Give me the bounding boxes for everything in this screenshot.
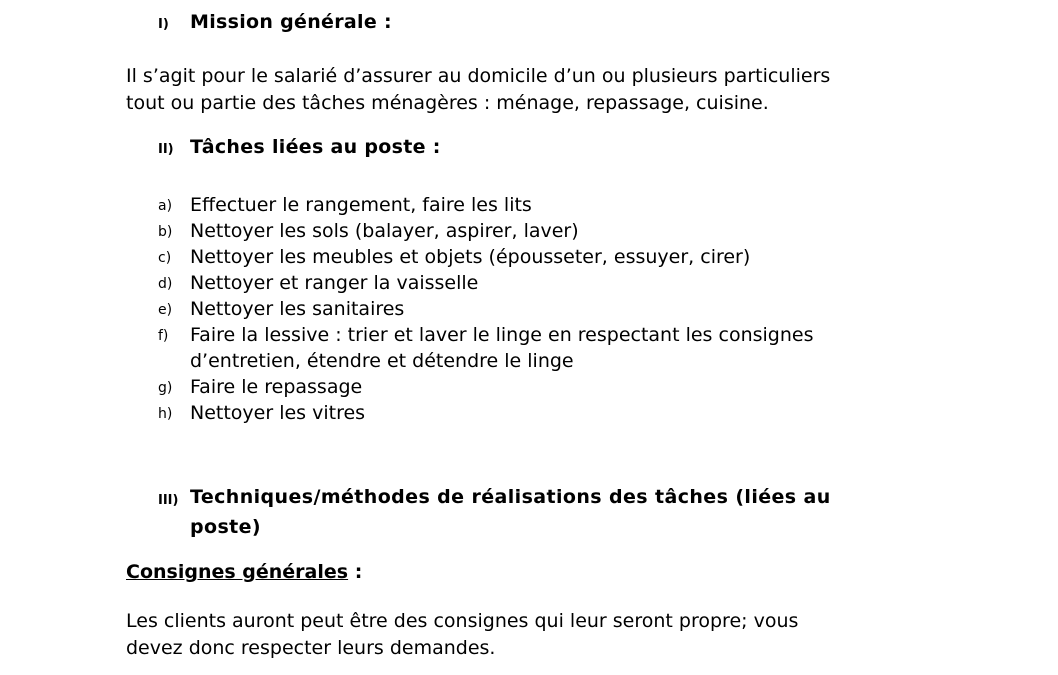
list-item (158, 192, 910, 218)
list-item (158, 374, 910, 400)
list-item-text: Nettoyer les sols (balayer, aspirer, laver) (190, 220, 579, 242)
list-item-text: Nettoyer et ranger la vaisselle (190, 272, 479, 294)
list-item-text: Nettoyer les meubles et objets (épousseter, essuyer, cirer) (190, 246, 751, 268)
list-item (158, 400, 910, 426)
consignes-paragraph (126, 608, 926, 662)
list-item (158, 322, 910, 374)
section-heading-techniques (158, 482, 918, 542)
mission-paragraph-line: tout ou partie des tâches ménagères : ménage, repassage, cuisine. (126, 92, 769, 114)
section-title (190, 482, 910, 542)
list-item-letter: g) (158, 380, 173, 396)
section-title-line: poste) (190, 516, 262, 538)
section-heading-mission (158, 9, 392, 38)
section-number: II) (158, 142, 174, 157)
section-number: I) (158, 17, 169, 32)
consignes-heading (126, 559, 362, 586)
list-item (158, 296, 910, 322)
consignes-paragraph-line: Les clients auront peut être des consignes qui leur seront propre; vous (126, 610, 799, 632)
tasks-list (158, 192, 910, 426)
list-item (158, 244, 910, 270)
mission-paragraph (126, 63, 926, 117)
list-item-letter: b) (158, 224, 173, 240)
mission-paragraph-line: Il s’agit pour le salarié d’assurer au domicile d’un ou plusieurs particuliers (126, 65, 831, 87)
list-item-letter: c) (158, 250, 172, 266)
section-title: Mission générale : (190, 11, 392, 33)
list-item-text: Nettoyer les vitres (190, 402, 366, 424)
list-item-text: Faire la lessive : trier et laver le linge en respectant les consignes d’entretien, étendre et détendre le linge (190, 324, 814, 372)
list-item-letter: e) (158, 302, 173, 318)
list-item (158, 270, 910, 296)
list-item (158, 218, 910, 244)
list-item-text: Faire le repassage (190, 376, 363, 398)
list-item-letter: a) (158, 198, 173, 214)
consignes-title-suffix: : (348, 561, 363, 583)
list-item-letter: f) (158, 328, 169, 344)
section-number: III) (158, 493, 179, 508)
consignes-title: Consignes générales (126, 561, 349, 583)
list-item-text: Nettoyer les sanitaires (190, 298, 405, 320)
section-heading-taches (158, 134, 441, 163)
consignes-paragraph-line: devez donc respecter leurs demandes. (126, 637, 496, 659)
section-title: Tâches liées au poste : (190, 136, 441, 158)
section-title-line: Techniques/méthodes de réalisations des tâches (liées au (190, 486, 831, 508)
list-item-text: Effectuer le rangement, faire les lits (190, 194, 532, 216)
list-item-letter: h) (158, 406, 173, 422)
list-item-letter: d) (158, 276, 173, 292)
